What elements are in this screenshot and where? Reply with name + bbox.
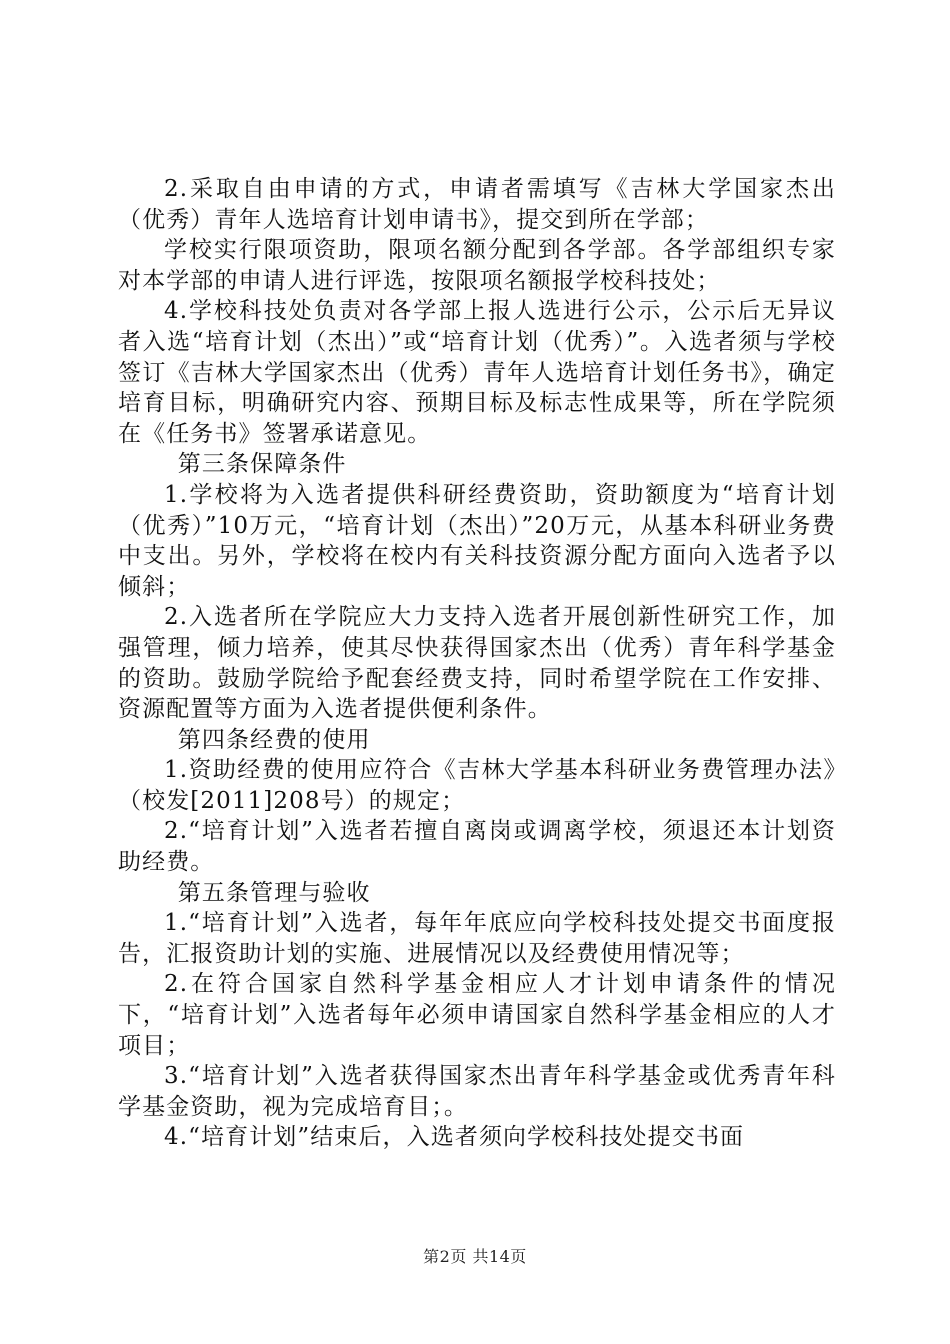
paragraph-publicity-selection: 4.学校科技处负责对各学部上报人选进行公示，公示后无异议者入选“培育计划（杰出）”或“培育计划（优秀）”。入选者须与学校签订《吉林大学国家杰出（优秀）青年人选培育计划任务书》，确定培育目标，明确研究内容、预期目标及标志性成果等，所在学院须在《任务书》签署承诺意见。 (118, 298, 836, 447)
paragraph-fund-usage-rules: 1.资助经费的使用应符合《吉林大学基本科研业务费管理办法》（校发[2011]208号）的规定； (118, 757, 836, 814)
paragraph-quota-funding: 学校实行限项资助，限项名额分配到各学部。各学部组织专家对本学部的申请人进行评选，按限项名额报学校科技处； (118, 237, 836, 294)
section-heading-article-3: 第三条保障条件 (177, 451, 347, 478)
paragraph-final-report: 4.“培育计划”结束后，入选者须向学校科技处提交书面 (164, 1124, 745, 1151)
paragraph-application-method: 2.采取自由申请的方式，申请者需填写《吉林大学国家杰出（优秀）青年人选培育计划申请书》，提交到所在学部； (118, 176, 836, 233)
paragraph-annual-report: 1.“培育计划”入选者，每年年底应向学校科技处提交书面度报告，汇报资助计划的实施、进展情况以及经费使用情况等； (118, 910, 836, 967)
page-number-footer: 第2页 共14页 (423, 1247, 527, 1266)
paragraph-fund-refund: 2.“培育计划”入选者若擅自离岗或调离学校，须退还本计划资助经费。 (118, 818, 836, 876)
paragraph-research-funding: 1.学校将为入选者提供科研经费资助，资助额度为“培育计划（优秀）”10万元，“培育计划（杰出）”20万元，从基本科研业务费中支出。另外，学校将在校内有关科技资源分配方面向入选者予以倾斜； (118, 481, 836, 600)
section-heading-article-5: 第五条管理与验收 (177, 879, 371, 906)
section-heading-article-4: 第四条经费的使用 (177, 726, 371, 753)
document-body (118, 174, 836, 1153)
paragraph-nsfc-application: 2.在符合国家自然科学基金相应人才计划申请条件的情况下，“培育计划”入选者每年必须申请国家自然科学基金相应的人才项目； (118, 971, 836, 1059)
paragraph-completion-condition: 3.“培育计划”入选者获得国家杰出青年科学基金或优秀青年科学基金资助，视为完成培育目；。 (118, 1063, 836, 1120)
paragraph-college-support: 2.入选者所在学院应大力支持入选者开展创新性研究工作，加强管理，倾力培养，使其尽快获得国家杰出（优秀）青年科学基金的资助。鼓励学院给予配套经费支持，同时希望学院在工作安排、资源配置等方面为入选者提供便利条件。 (118, 604, 836, 723)
